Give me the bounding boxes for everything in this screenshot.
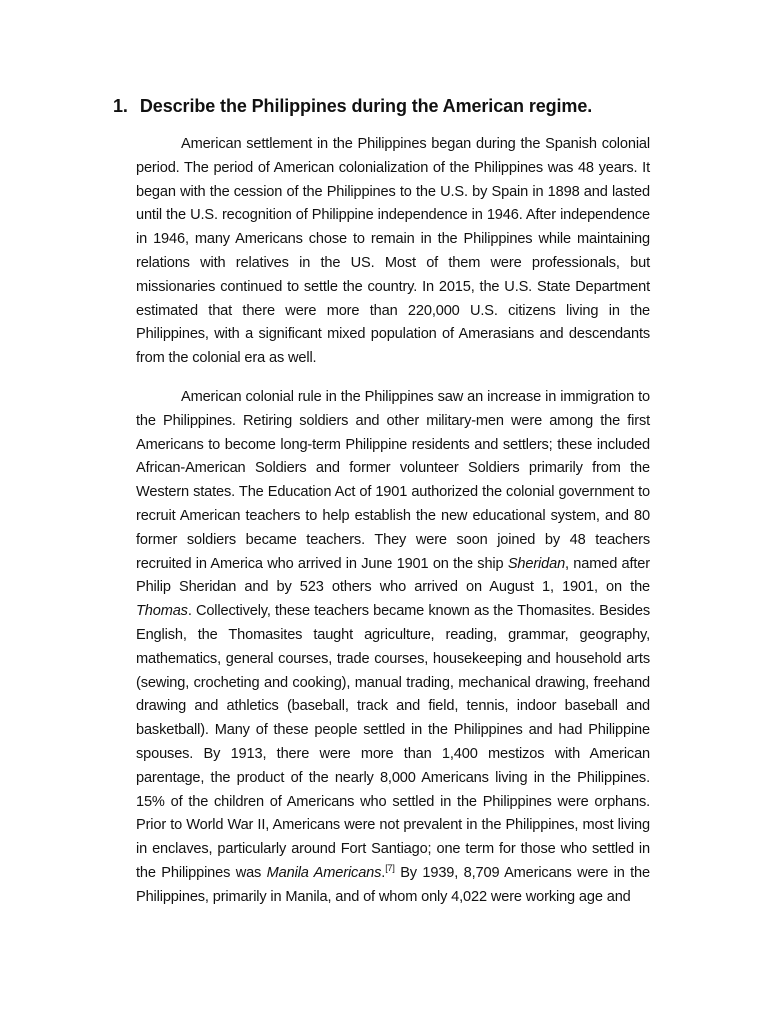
paragraph-2-part-3: . Collectively, these teachers became known as the Thomasites. Besides English, the Thomasites taught agriculture, reading, grammar, geography, mathematics, general courses, trade courses, housekeeping and household arts (sewing, crocheting and cooking), manual trading, mechanical drawing, freehand drawing and athletics (baseball, track and field, tennis, indoor baseball and basketball). Many of these people settled in the Philippines and had Philippine spouses. By 1913, there were more than 1,400 mestizos with American parentage, the product of the nearly 8,000 Americans living in the Philippines. 15% of the children of Americans who settled in the Philippines were orphans. Prior to World War II, Americans were not prevalent in the Philippines, most living in enclaves, particularly around Fort Santiago; one term for those who settled in the Philippines was [136, 603, 650, 881]
paragraph-2-part-2: , named after Philip Sheridan and by 523 others who arrived on August 1, 1901, on the [136, 555, 650, 596]
paragraph-2 [136, 386, 650, 910]
question-number: 1. [113, 96, 128, 116]
paragraph-2-part-1: American colonial rule in the Philippines saw an increase in immigration to the Philippines. Retiring soldiers and other military-men were among the first Americans to become long-term Philippine residents and settlers; these included African-American Soldiers and former volunteer Soldiers primarily from the Western states. The Education Act of 1901 authorized the colonial government to recruit American teachers to help establish the new educational system, and 80 former soldiers became teachers. They were soon joined by 48 teachers recruited in America who arrived in June 1901 on the ship [136, 389, 650, 572]
question-text: Describe the Philippines during the American regime. [139, 96, 593, 116]
term-manila-americans: Manila Americans [266, 864, 382, 881]
paragraph-1: American settlement in the Philippines began during the Spanish colonial period. The period of American colonialization of the Philippines was 48 years. It began with the cession of the Philippines to the U.S. by Spain in 1898 and lasted until the U.S. recognition of Philippine independence in 1946. After independence in 1946, many Americans chose to remain in the Philippines while maintaining relations with relatives in the US. Most of them were professionals, but missionaries continued to settle the country. In 2015, the U.S. State Department estimated that there were more than 220,000 U.S. citizens living in the Philippines, with a significant mixed population of Amerasians and descendants from the colonial era as well. [136, 136, 650, 367]
ship-name-sheridan: Sheridan [507, 555, 566, 572]
question-heading [113, 94, 673, 118]
ship-name-thomas: Thomas [136, 603, 188, 620]
paragraph-2-part-4: . [381, 864, 386, 881]
citation-link[interactable]: [7] [385, 863, 395, 874]
paragraph-2-part-5: By 1939, 8,709 Americans were in the Philippines, primarily in Manila, and of whom only 4,022 were working age and [136, 864, 650, 905]
